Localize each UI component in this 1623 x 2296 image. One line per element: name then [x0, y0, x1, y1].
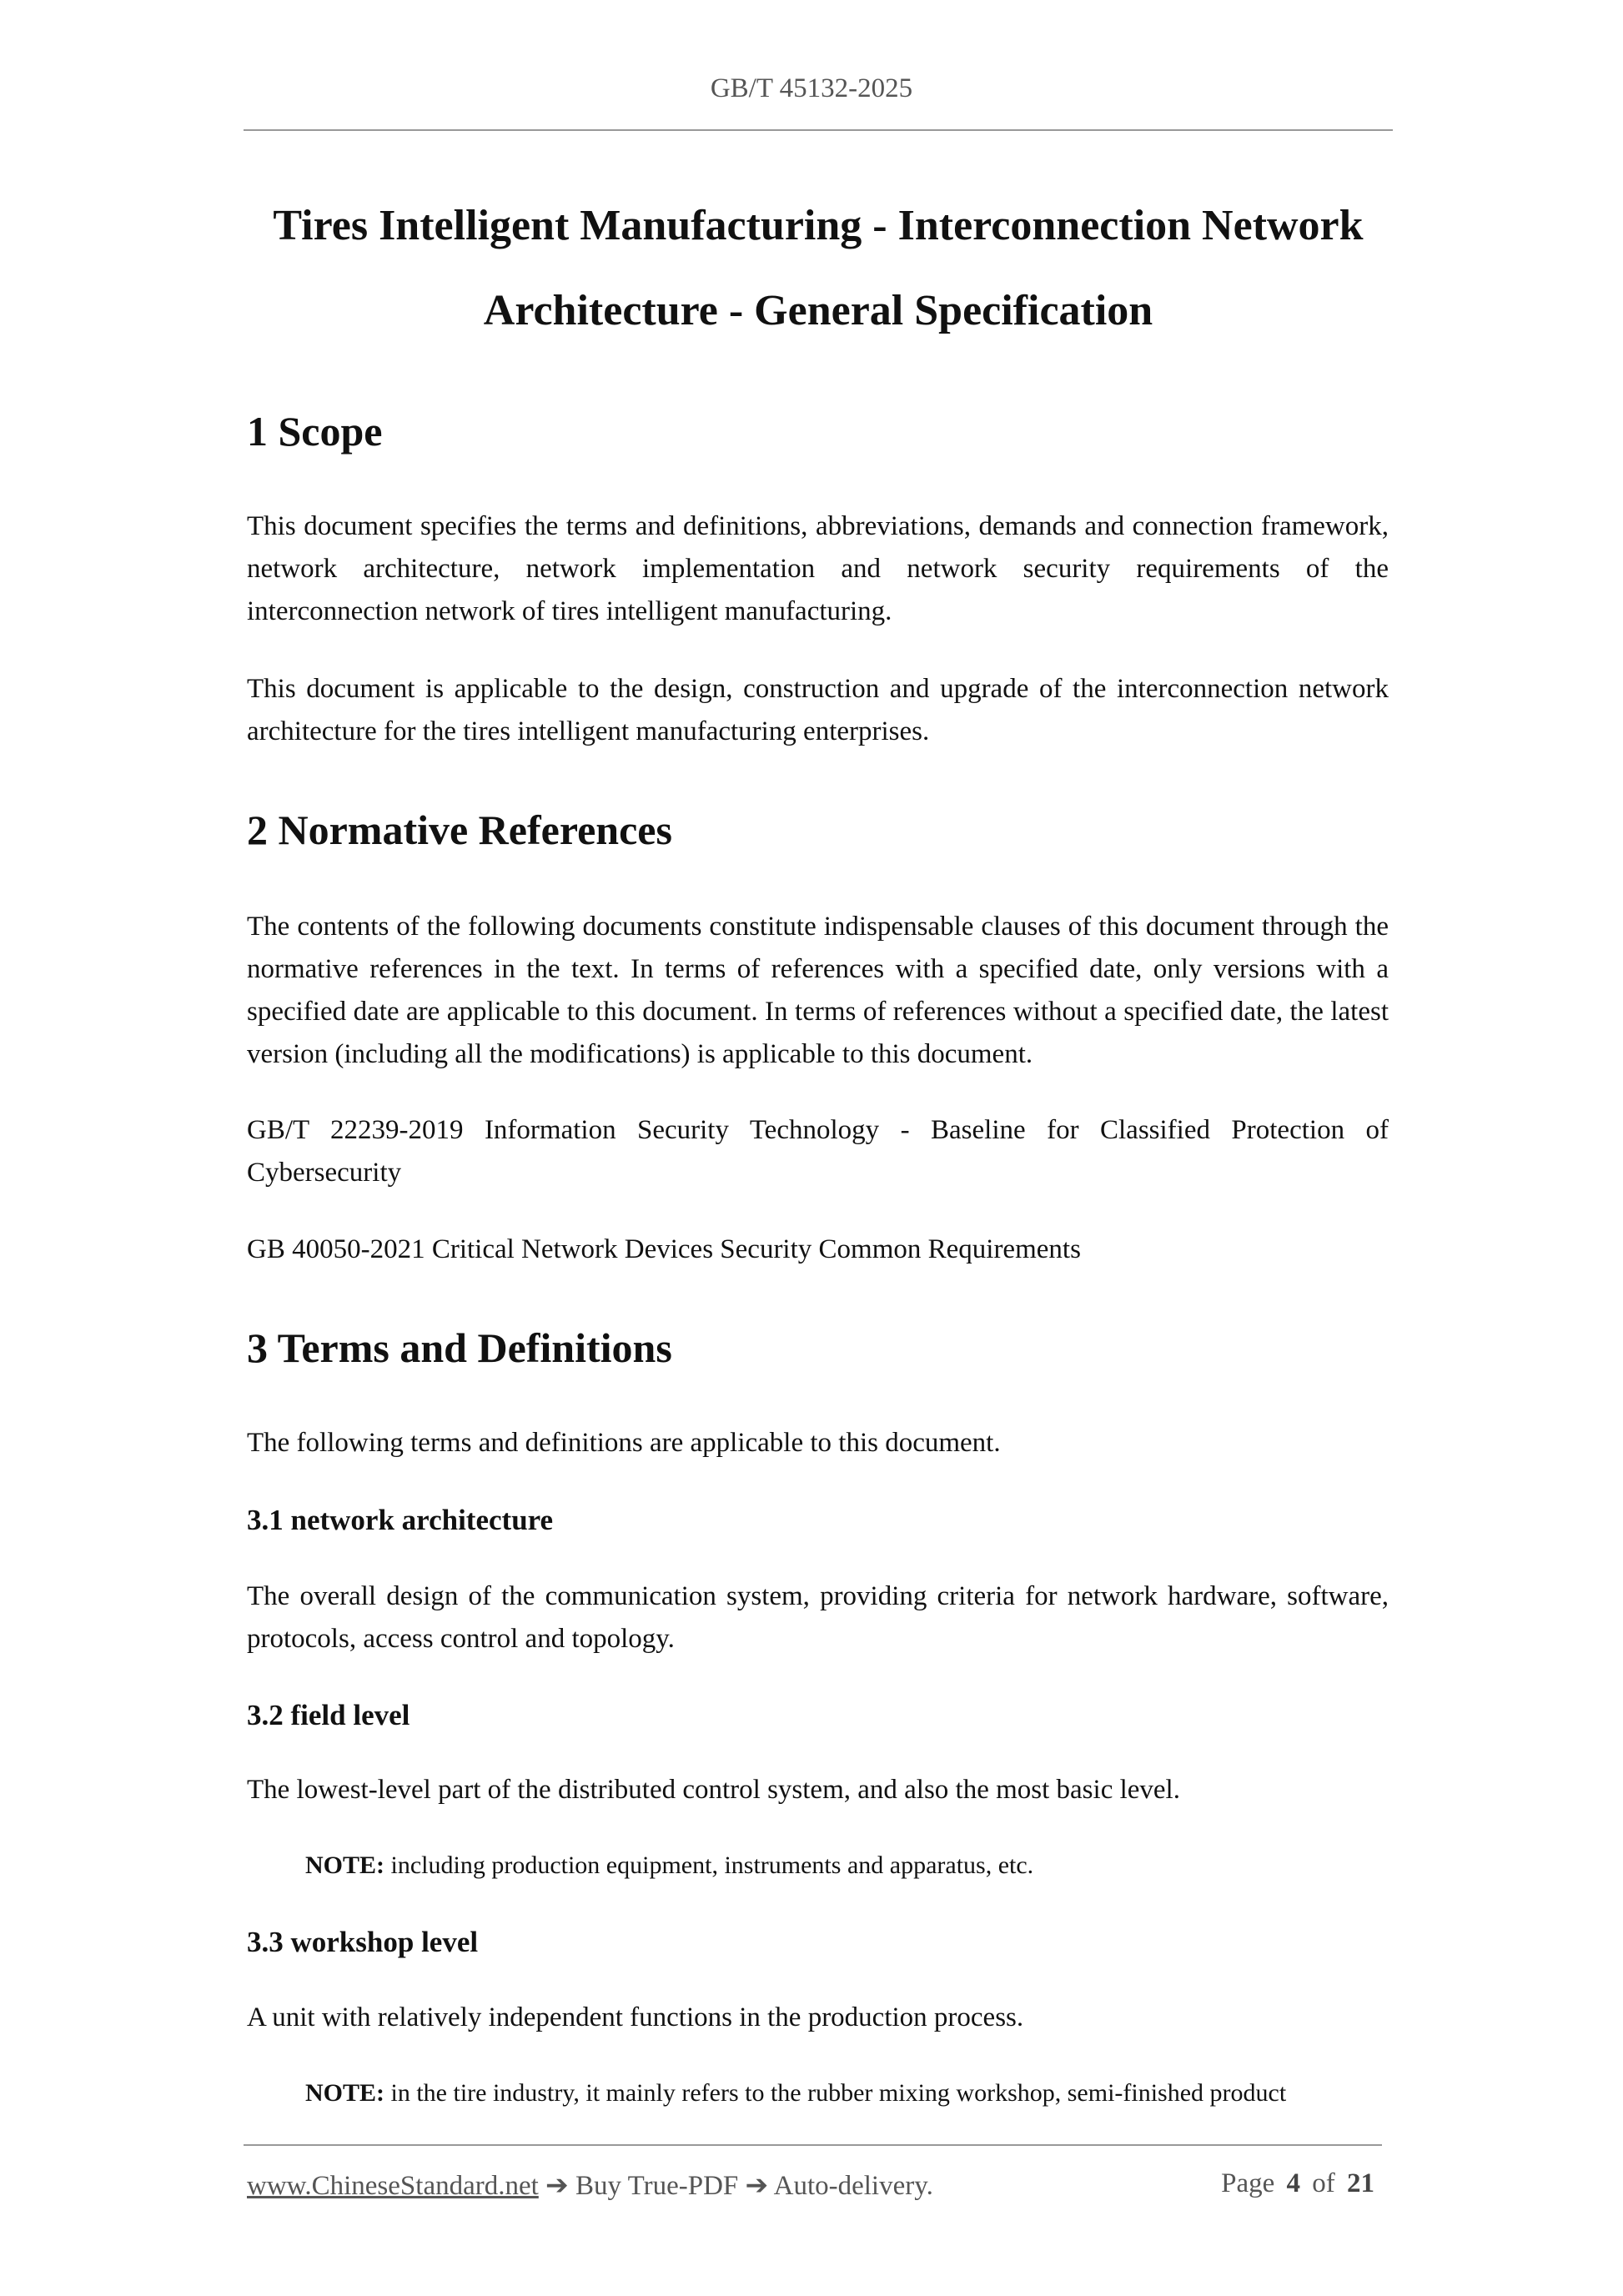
arrow-right-icon: ➔: [745, 2171, 769, 2201]
heading-normative-references: 2 Normative References: [247, 806, 672, 853]
terms-intro: The following terms and definitions are applicable to this document.: [247, 1428, 1001, 1458]
note-text: including production equipment, instruments and apparatus, etc.: [390, 1851, 1034, 1879]
heading-scope: 1 Scope: [247, 408, 383, 455]
chinesestandard-link[interactable]: www.ChineseStandard.net: [247, 2171, 539, 2201]
references-paragraph: The contents of the following documents constitute indispensable clauses of this document through the normative references in the text. In terms of references with a specified date, only versions with a specified date are applicable to this document. In terms of references without a specified date, the latest version (including all the modifications) is applicable to this document.: [247, 912, 1389, 1069]
scope-paragraph-1: This document specifies the terms and definitions, abbreviations, demands and connection framework, network architecture, network implementation and network security requirements of the interconnection network of tires intelligent manufacturing.: [247, 511, 1389, 626]
scope-paragraph-2: This document is applicable to the design, construction and upgrade of the interconnection network architecture for the tires intelligent manufacturing enterprises.: [247, 674, 1389, 746]
term-3-3-definition: A unit with relatively independent functions in the production process.: [247, 2002, 1024, 2032]
header-divider: [244, 129, 1393, 131]
term-3-2-heading: 3.2 field level: [247, 1699, 410, 1731]
page-number: 4: [1286, 2168, 1300, 2198]
note-label: NOTE:: [305, 2079, 385, 2107]
term-3-1-definition: The overall design of the communication system, providing criteria for network hardware, software, protocols, access control and topology.: [247, 1581, 1389, 1654]
term-3-3-heading: 3.3 workshop level: [247, 1926, 479, 1958]
buy-true-pdf-text: Buy True-PDF: [575, 2171, 739, 2201]
reference-gb-40050: GB 40050-2021 Critical Network Devices Security Common Requirements: [247, 1234, 1081, 1264]
term-3-1-heading: 3.1 network architecture: [247, 1504, 554, 1536]
title-line-2: Architecture - General Specification: [483, 287, 1153, 334]
term-3-2-definition: The lowest-level part of the distributed control system, and also the most basic level.: [247, 1775, 1180, 1805]
auto-delivery-text: Auto-delivery.: [773, 2171, 933, 2201]
note-text: in the tire industry, it mainly refers to the rubber mixing workshop, semi-finished product: [390, 2079, 1287, 2107]
title-line-1: Tires Intelligent Manufacturing - Interconnection Network: [273, 202, 1364, 249]
of-label: of: [1312, 2168, 1335, 2198]
term-3-3-note: [305, 2075, 1389, 2112]
document-title: [244, 183, 1393, 354]
page-indicator: [1221, 2168, 1374, 2199]
header-doc-id: GB/T 45132-2025: [710, 73, 913, 103]
footer-divider: [244, 2144, 1382, 2146]
heading-terms-definitions: 3 Terms and Definitions: [247, 1324, 672, 1371]
reference-gbt-22239: GB/T 22239-2019 Information Security Technology - Baseline for Classified Protection of Cybersecurity: [247, 1115, 1389, 1188]
term-3-2-note: [305, 1847, 1389, 1884]
footer-promo: [247, 2168, 933, 2202]
arrow-right-icon: ➔: [545, 2171, 569, 2201]
page-label: Page: [1221, 2168, 1275, 2198]
page-total: 21: [1347, 2168, 1374, 2198]
note-label: NOTE:: [305, 1851, 385, 1879]
